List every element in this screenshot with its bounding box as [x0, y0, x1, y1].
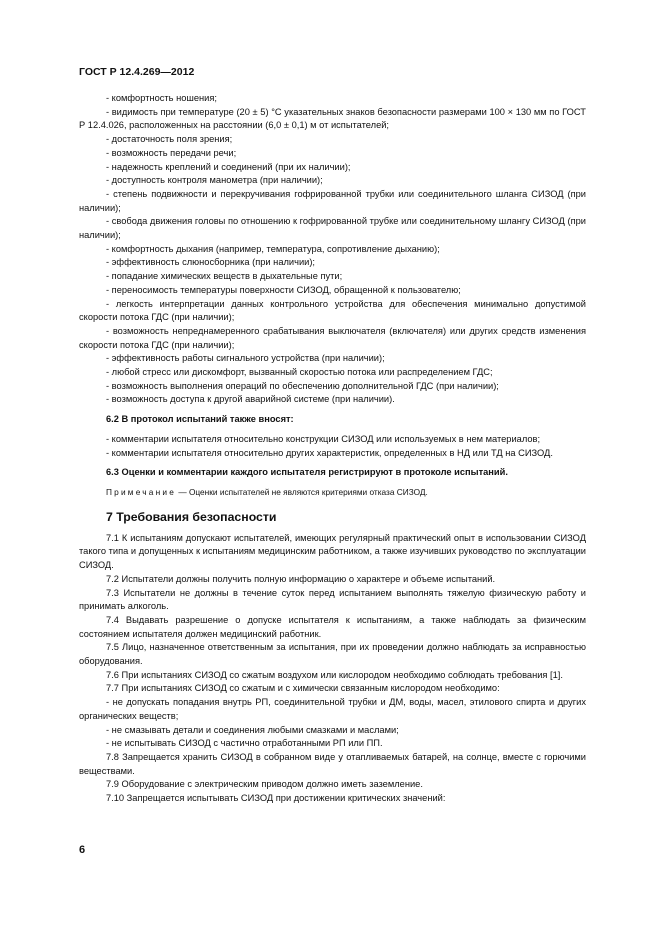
- list-item: - комментарии испытателя относительно других характеристик, определенных в НД или ТД на СИЗОД.: [106, 447, 553, 458]
- note-text: — Оценки испытателей не являются критериями отказа СИЗОД.: [176, 486, 428, 497]
- list-item: - любой стресс или дискомфорт, вызванный скоростью потока или распределением ГДС;: [106, 367, 493, 378]
- list-item: - эффективность слюносборника (при наличии);: [106, 257, 316, 268]
- list-item: - возможность выполнения операций по обеспечению дополнительной ГДС (при наличии);: [106, 380, 499, 391]
- paragraph: 7.2 Испытатели должны получить полную информацию о характере и объеме испытаний.: [106, 573, 496, 584]
- list-item: - попадание химических веществ в дыхательные пути;: [106, 271, 343, 282]
- paragraph: 7.6 При испытаниях СИЗОД со сжатым воздухом или кислородом необходимо соблюдать требования [1].: [106, 669, 563, 680]
- list-item: - надежность креплений и соединений (при их наличии);: [106, 161, 351, 172]
- list-item: - комфортность дыхания (например, температура, сопротивление дыханию);: [106, 243, 440, 254]
- paragraph: 7.1 К испытаниям допускают испытателей, имеющих регулярный практический опыт в использовании СИЗОД такого типа и допущенных к испытаниям медицинским работником, а также изучивших руководство по эксплуатации СИЗОД.: [79, 532, 586, 571]
- section-6-3-heading: 6.3 Оценки и комментарии каждого испытателя регистрируют в протоколе испытаний.: [106, 467, 508, 478]
- list-item: - возможность непреднамеренного срабатывания выключателя (включателя) или других средств изменения скорости потока ГДС (при наличии);: [79, 325, 586, 350]
- section-6-2-heading: 6.2 В протокол испытаний также вносят:: [106, 414, 294, 425]
- paragraph: 7.4 Выдавать разрешение о допуске испытателя к испытаниям, а также наблюдать за физическим состоянием испытателя должен медицинский работник.: [79, 614, 586, 639]
- list-item: - не смазывать детали и соединения любыми смазками и маслами;: [106, 724, 399, 735]
- list-item: - легкость интерпретации данных контрольного устройства для обеспечения минимально допустимой скорости потока ГДС (при наличии);: [79, 298, 586, 323]
- list-item: - не испытывать СИЗОД с частично отработанными РП или ПП.: [106, 738, 383, 749]
- note: [79, 486, 586, 500]
- list-item: - свобода движения головы по отношению к гофрированной трубке или соединительному шлангу СИЗОД (при наличии);: [79, 216, 586, 241]
- paragraph: 7.3 Испытатели не должны в течение суток перед испытанием выполнять тяжелую физическую работу и принимать алкоголь.: [79, 587, 586, 612]
- list-item: - возможность доступа к другой аварийной системе (при наличии).: [106, 394, 395, 405]
- list-item: - степень подвижности и перекручивания гофрированной трубки или соединительного шланга СИЗОД (при наличии);: [79, 188, 586, 213]
- list-item: - комментарии испытателя относительно конструкции СИЗОД или используемых в нем материалов;: [106, 433, 541, 444]
- list-item: - эффективность работы сигнального устройства (при наличии);: [106, 353, 385, 364]
- document-body: [79, 92, 586, 806]
- paragraph: 7.8 Запрещается хранить СИЗОД в собранном виде у отапливаемых батарей, на солнце, вместе с горючими веществами.: [79, 751, 586, 776]
- list-item: - комфортность ношения;: [106, 93, 217, 103]
- list-item: - доступность контроля манометра (при наличии);: [106, 175, 323, 186]
- list-item: - переносимость температуры поверхности СИЗОД, обращенной к пользователю;: [106, 284, 461, 295]
- page-number: 6: [79, 844, 86, 856]
- list-item: - не допускать попадания внутрь РП, соединительной трубки и ДМ, воды, масел, этилового спирта и других органических веществ;: [79, 697, 586, 721]
- paragraph: 7.5 Лицо, назначенное ответственным за испытания, при их проведении должно наблюдать за исправностью оборудования.: [79, 642, 586, 667]
- document-header: ГОСТ Р 12.4.269—2012: [79, 66, 195, 78]
- list-item: - видимость при температуре (20 ± 5) °С указательных знаков безопасности размерами 100 × 130 мм по ГОСТ Р 12.4.026, расположенных на расстоянии (6,0 ± 0,1) м от испытателей;: [79, 106, 586, 131]
- note-label: Примечание: [106, 486, 177, 497]
- list-item: - достаточность поля зрения;: [106, 134, 233, 145]
- paragraph: 7.9 Оборудование с электрическим приводом должно иметь заземление.: [106, 779, 423, 790]
- evaluation-criteria-list: [79, 92, 586, 407]
- paragraph: 7.10 Запрещается испытывать СИЗОД при достижении критических значений:: [106, 793, 446, 804]
- paragraph: 7.7 При испытаниях СИЗОД со сжатым и с химически связанным кислородом необходимо:: [106, 683, 500, 694]
- section-7-title: 7 Требования безопасности: [106, 509, 277, 524]
- list-item: - возможность передачи речи;: [106, 147, 237, 158]
